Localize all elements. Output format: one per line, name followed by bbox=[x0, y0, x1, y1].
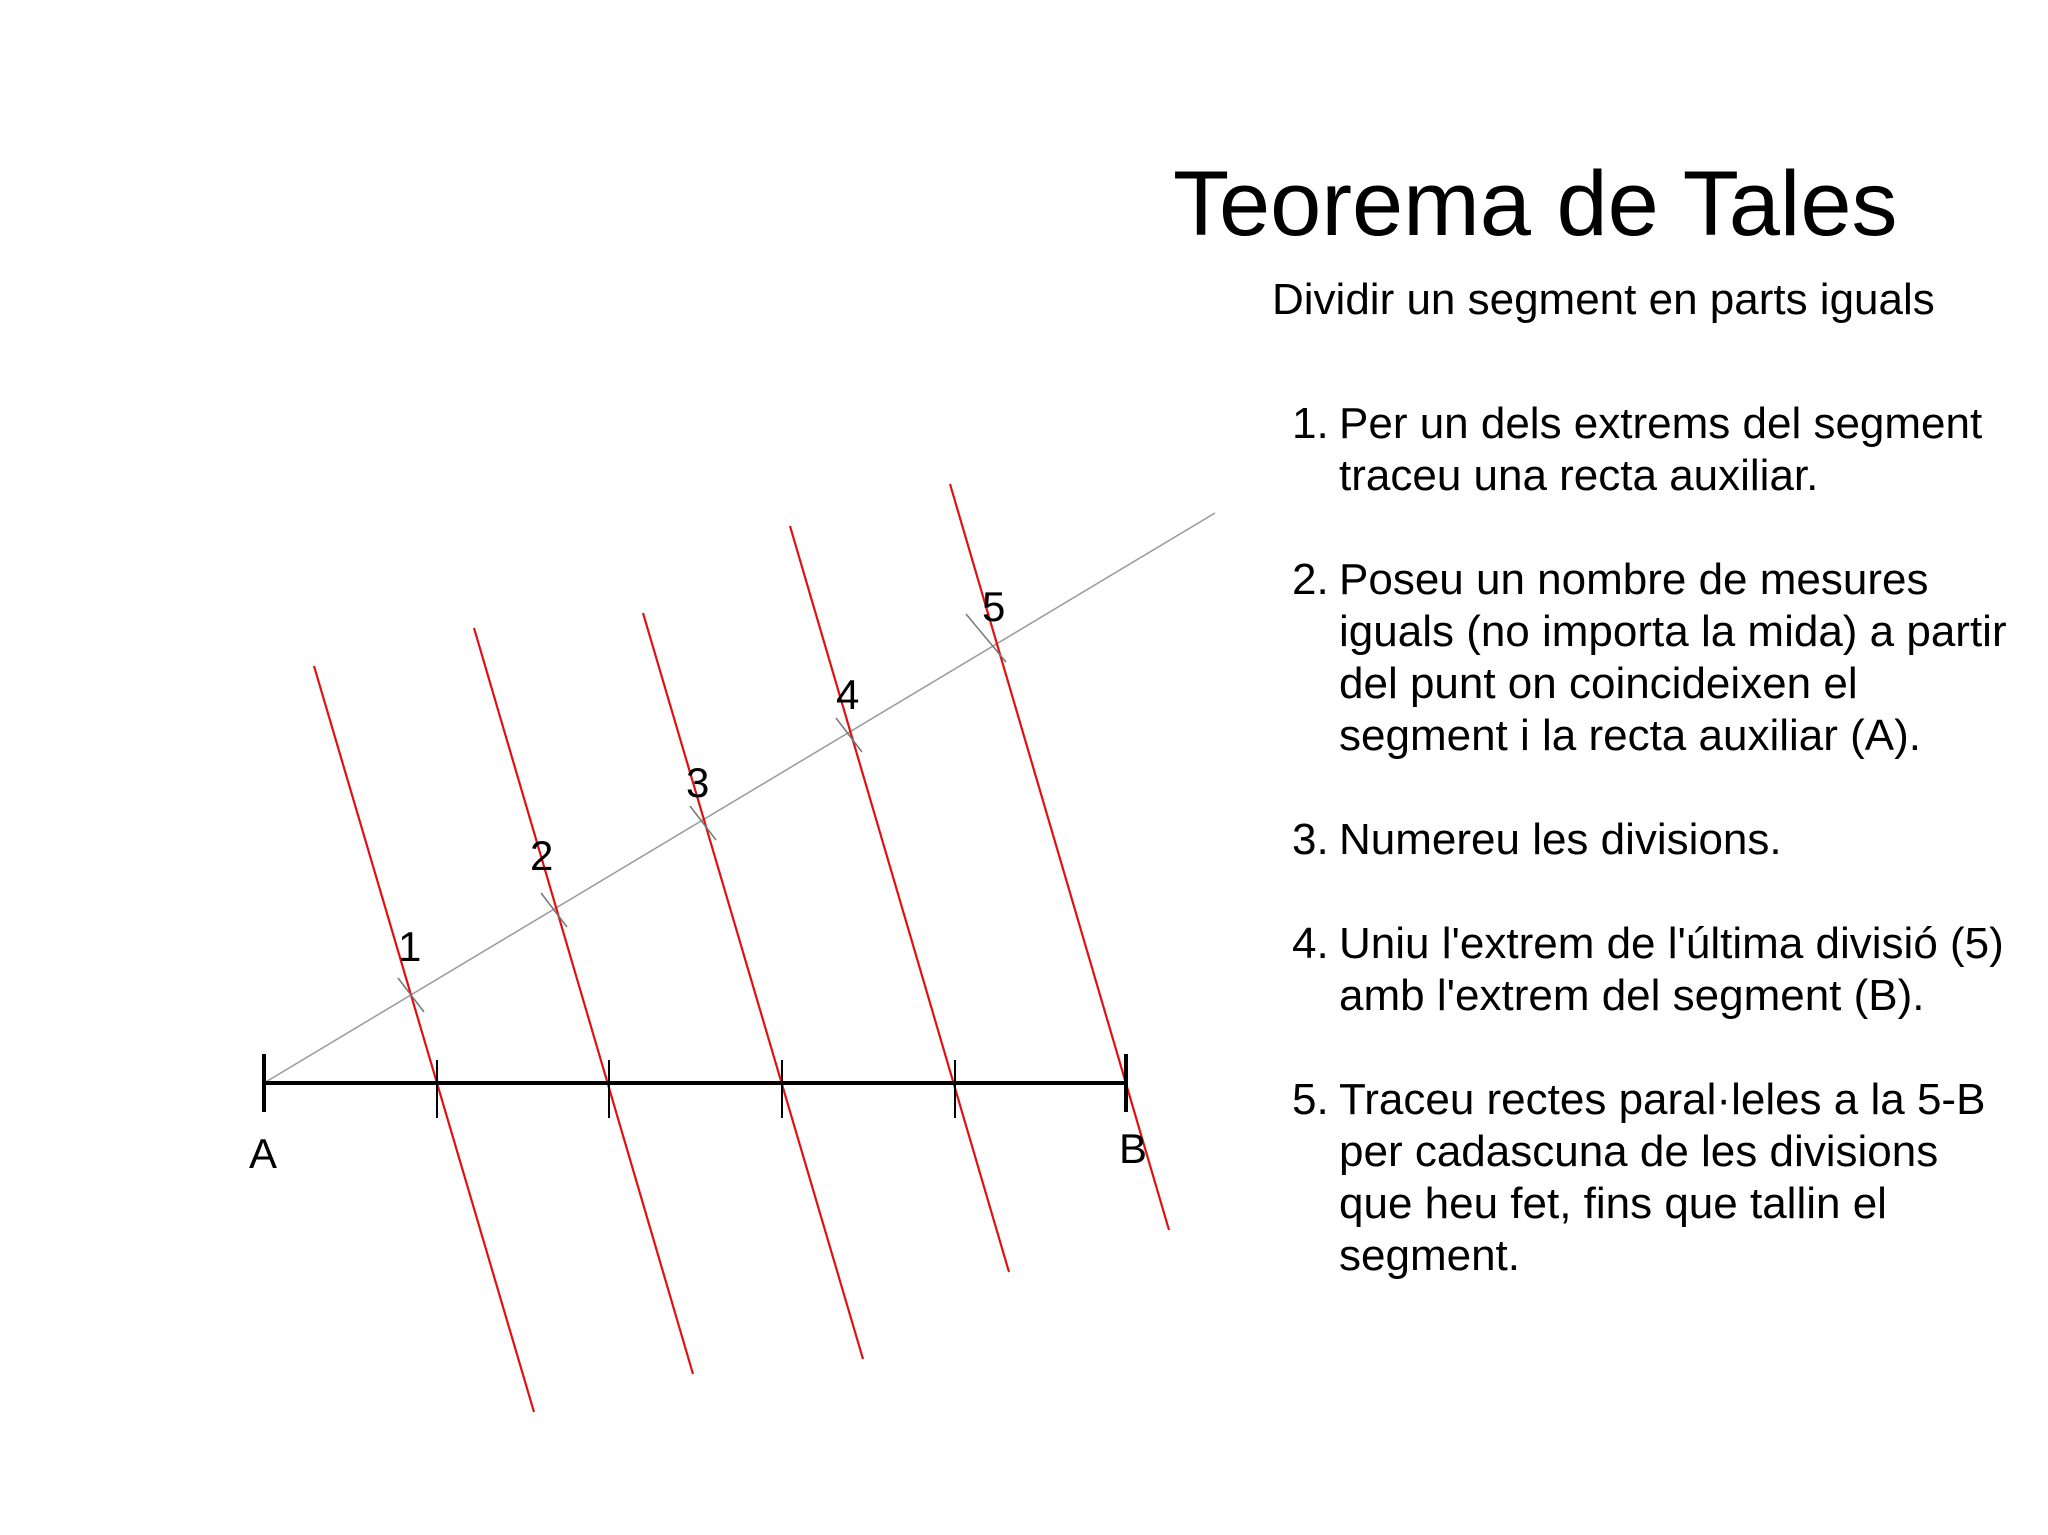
division-label-2: 2 bbox=[530, 832, 554, 879]
page-subtitle: Dividir un segment en parts iguals bbox=[1272, 275, 1935, 324]
point-b-label: B bbox=[1119, 1125, 1148, 1172]
division-label-4: 4 bbox=[836, 671, 860, 718]
auxiliary-line bbox=[264, 513, 1215, 1083]
parallel-line-3 bbox=[643, 613, 863, 1359]
point-a-label: A bbox=[249, 1130, 278, 1177]
step-text: Numereu les divisions. bbox=[1339, 815, 1782, 864]
step-text: Poseu un nombre de mesures iguals (no importa la mida) a partir del punt on coincideixen el segment i la recta auxiliar (A). bbox=[1339, 555, 2007, 760]
step-text: Uniu l'extrem de l'última divisió (5) amb l'extrem del segment (B). bbox=[1339, 919, 2004, 1020]
step-item-4 bbox=[1292, 918, 2012, 1022]
segment-ab bbox=[264, 1054, 1126, 1118]
step-number: 3. bbox=[1292, 815, 1329, 864]
step-number: 4. bbox=[1292, 919, 1329, 968]
step-text: Per un dels extrems del segment traceu una recta auxiliar. bbox=[1339, 399, 1983, 500]
parallel-line-1 bbox=[314, 666, 534, 1412]
division-label-5: 5 bbox=[982, 583, 1006, 630]
division-mark-1 bbox=[398, 978, 424, 1012]
step-number: 2. bbox=[1292, 555, 1329, 604]
page-title: Teorema de Tales bbox=[1173, 153, 1898, 255]
step-number: 5. bbox=[1292, 1075, 1329, 1124]
step-item-3 bbox=[1292, 814, 2012, 866]
step-item-2 bbox=[1292, 554, 2012, 762]
step-item-5 bbox=[1292, 1074, 2012, 1282]
step-item-1 bbox=[1292, 398, 2012, 502]
division-labels bbox=[398, 583, 1005, 970]
step-number: 1. bbox=[1292, 399, 1329, 448]
parallel-line-4 bbox=[790, 526, 1009, 1272]
parallel-lines bbox=[314, 484, 1169, 1412]
steps-list bbox=[1292, 398, 2012, 1334]
division-label-1: 1 bbox=[398, 923, 422, 970]
step-text: Traceu rectes paral·leles a la 5-B per cadascuna de les divisions que heu fet, fins que tallin el segment. bbox=[1339, 1075, 1986, 1280]
parallel-line-2 bbox=[474, 628, 693, 1374]
division-mark-3 bbox=[690, 806, 716, 840]
division-label-3: 3 bbox=[686, 759, 710, 806]
